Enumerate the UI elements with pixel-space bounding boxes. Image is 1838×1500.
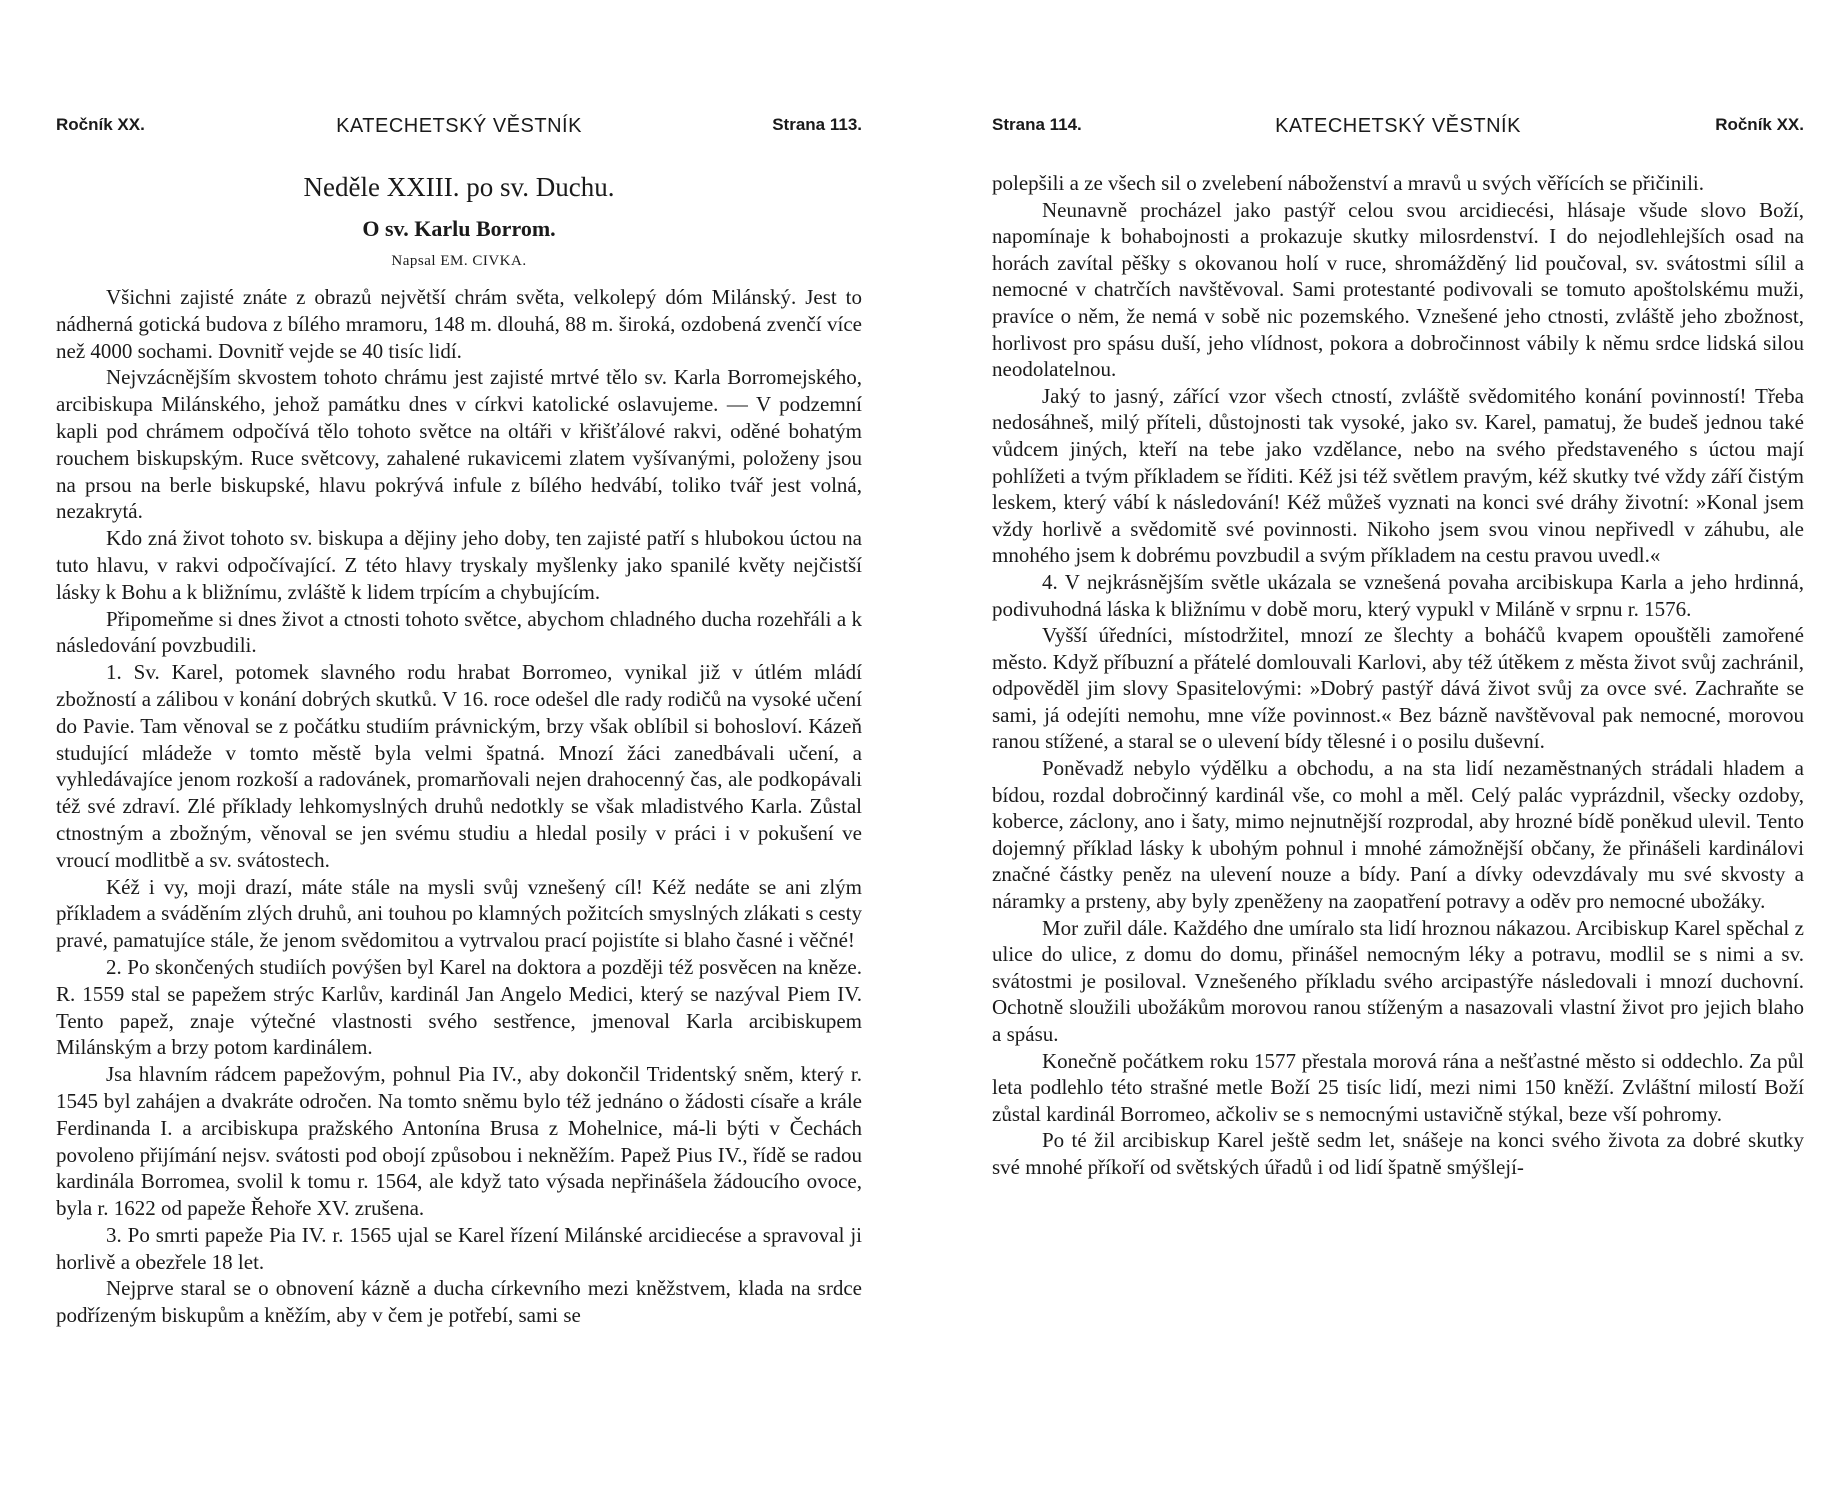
paragraph: 4. V nejkrásnějším světle ukázala se vznešená povaha arcibiskupa Karla a jeho hrdinná, podivuhodná láska k bližnímu v době moru, který vypukl v Miláně v srpnu r. 1576. (992, 569, 1804, 621)
left-page (0, 0, 870, 1500)
paragraph: Konečně počátkem roku 1577 přestala morová rána a nešťastné město si oddechlo. Za půl leta podlehlo této strašné metle Boží 25 tisíc lidí, mezi nimi 150 kněží. Zvláštní milostí Boží zůstal kardinál Borromeo, ačkoliv se s nemocnými ustavičně stýkal, beze vší pohromy. (992, 1048, 1804, 1126)
paragraph: Neunavně procházel jako pastýř celou svou arcidiecési, hlásaje všude slovo Boží, napomínaje k bohabojnosti a prokazuje skutky milosrdenství. I do nejodlehlejších osad na horách zavítal pěšky s okovanou holí v ruce, shromážděný lid poučoval, sv. svátostmi sílil a nemocné v chatrčích navštěvoval. Sami protestanté podivovali se tomuto apoštolskému muži, pravíce o něm, že nemá v sobě nic pozemského. Vznešené jeho ctnosti, zvláště jeho zbožnost, horlivost pro spásu duší, jeho vlídnost, pokora a dobročinnost vábily k němu srdce lidská silou neodolatelnou. (992, 197, 1804, 382)
paragraph: Po té žil arcibiskup Karel ještě sedm let, snášeje na konci svého života za dobré skutky své mnohé příkoří od světských úřadů i od lidí špatně smýšlejí- (992, 1128, 1804, 1179)
article-subtitle: O sv. Karlu Borrom. (362, 216, 556, 241)
volume-label: Ročník XX. (1715, 115, 1804, 134)
paragraph: 1. Sv. Karel, potomek slavného rodu hrabat Borromeo, vynikal již v útlém mládí zbožností a zálibou v konání dobrých skutků. V 16. roce odešel dle rady rodičů na vysoké učení do Pavie. Tam věnoval se z počátku studiím právnickým, brzy však oblíbil si bohosloví. Kázeň studující mládeže v tomto městě byla velmi špatná. Mnozí žáci zanedbávali učení, a vyhledávajíce jenom rozkoší a radovánek, promarňovali nejen drahocenný čas, ale podkopávali též své zdraví. Zlé příklady lehkomyslných druhů nedotkly se však mladistvého Karla. Zůstal ctnostným a zbožným, věnoval se jen svému studiu a hledal posily v práci i v pokušení ve vroucí modlitbě a sv. svátostech. (56, 660, 862, 872)
paragraph: Jaký to jasný, zářící vzor všech ctností, zvláště svědomitého konání povinností! Třeba nedosáhneš, milý příteli, důstojnosti tak vysoké, jako sv. Karel, pamatuj, že budeš jednou také vůdcem jiných, kteří na tebe jako vzdělance, nebo na svého představeného s úctou mají pohlížeti a tvým příkladem se říditi. Kéž jsi též světlem pravým, kéž skutky tvé vždy září čistým leskem, který vábí k následování! Kéž můžeš vyznati na konci své dráhy životní: »Konal jsem vždy horlivě a svědomitě své povinnosti. Nikoho jsem svou vinou nepřivedl v záhubu, ale mnohého jsem k dobrému povzbudil a svým příkladem na cestu pravou uvedl.« (992, 383, 1804, 568)
page-number: Strana 114. (992, 115, 1082, 134)
article-byline: Napsal EM. CIVKA. (391, 253, 527, 269)
article-title: Neděle XXIII. po sv. Duchu. (303, 172, 615, 202)
journal-title: KATECHETSKÝ VĚSTNÍK (336, 115, 582, 137)
paragraph: Kdo zná život tohoto sv. biskupa a dějiny jeho doby, ten zajisté patří s hlubokou úctou na tuto hlavu, v rakvi odpočívající. Z této hlavy tryskaly myšlenky jako spanilé květy nejčistší lásky k Bohu a k bližnímu, zvláště k lidem trpícím a chybujícím. (56, 526, 862, 604)
journal-title: KATECHETSKÝ VĚSTNÍK (1275, 115, 1521, 137)
paragraph: Poněvadž nebylo výdělku a obchodu, a na sta lidí nezaměstnaných strádali hladem a bídou, rozdal dobročinný kardinál vše, co mohl a měl. Celý palác vyprázdnil, všecky ozdoby, koberce, záclony, ano i šaty, mimo nejnutnější rozprodal, aby hrozné bídě poněkud ulevil. Tento dojemný příklad lásky k ubohým pohnul i mnohé zámožnější občany, že přinášeli kardinálovi značné částky peněz na ulevení nouze a bídy. Paní a dívky odevzdávaly mu své skvosty a náramky a prsteny, aby byly zpeněženy na zaopatření potravy a oděv pro nemocné ubožáky. (992, 756, 1804, 914)
paragraph: 3. Po smrti papeže Pia IV. r. 1565 ujal se Karel řízení Milánské arcidiecése a spravoval ji horlivě a obezřele 18 let. (56, 1222, 862, 1274)
paragraph: Připomeňme si dnes život a ctnosti tohoto světce, abychom chladného ducha rozehřáli a k následování povzbudili. (56, 606, 862, 658)
paragraph: Mor zuřil dále. Každého dne umíralo sta lidí hroznou nákazou. Arcibiskup Karel spěchal z ulice do ulice, z domu do domu, přinášel nemocným léky a potravu, modlil se s nimi a sv. svátostmi je posiloval. Vznešeného příkladu svého arcipastýře následovali i mnozí duchovní. Ochotně sloužili ubožákům morovou ranou stíženým a nasazovali vlastní život pro jejich blaho a spásu. (992, 915, 1804, 1046)
left-page-body (56, 170, 862, 1329)
paragraph: Všichni zajisté znáte z obrazů největší chrám světa, velkolepý dóm Milánský. Jest to nádherná gotická budova z bílého mramoru, 148 m. dlouhá, 88 m. široká, ozdobená zvenčí více než 4000 sochami. Dovnitř vejde se 40 tisíc lidí. (56, 285, 862, 363)
paragraph: Jsa hlavním rádcem papežovým, pohnul Pia IV., aby dokončil Tridentský sněm, který r. 1545 byl zahájen a dvakráte odročen. Na tomto sněmu bylo též jednáno o žádosti císaře a krále Ferdinanda I. a arcibiskupa pražského Antonína Brusa z Mohelnice, má-li býti v Čechách povoleno přijímání nejsv. svátosti pod obojí způsobou i nekněžím. Papež Pius IV., řídě se radou kardinála Borromea, svolil k tomu r. 1564, ale když tato výsada nepřinášela žádoucího ovoce, byla r. 1622 od papeže Řehoře XV. zrušena. (56, 1062, 862, 1221)
page-number: Strana 113. (772, 115, 862, 134)
running-header-left (56, 115, 862, 155)
running-header-right (992, 115, 1804, 155)
paragraph: Nejvzácnějším skvostem tohoto chrámu jest zajisté mrtvé tělo sv. Karla Borromejského, arcibiskupa Milánského, jehož památku dnes v církvi katolické oslavujeme. — V podzemní kapli pod chrámem odpočívá tělo tohoto světce na oltáři v křišťálové rakvi, oděné bohatým rouchem biskupským. Ruce světcovy, zahalené rukavicemi zlatem vyšívanými, položeny jsou na prsou na berle biskupské, hlavu pokrývá infule z bílého hedvábí, toliko tvář jest volná, nezakrytá. (56, 365, 862, 524)
paragraph: Vyšší úředníci, místodržitel, mnozí ze šlechty a boháčů kvapem opouštěli zamořené město. Když příbuzní a přátelé domlouvali Karlovi, aby též útěkem z města život svůj zachránil, odpověděl jim slovy Spasitelovými: »Dobrý pastýř dává život svůj za ovce své. Zachraňte se sami, já odejíti nemohu, mne víže povinnost.« Bez bázně navštěvoval pak nemocné, morovou ranou stížené, a staral se o ulevení bídy tělesné i o posilu duševní. (992, 623, 1804, 754)
paragraph: 2. Po skončených studiích povýšen byl Karel na doktora a později též posvěcen na kněze. R. 1559 stal se papežem strýc Karlův, kardinál Jan Angelo Medici, který se nazýval Piem IV. Tento papež, znaje výtečné vlastnosti svého sestřence, jmenoval Karla arcibiskupem Milánským a brzy potom kardinálem. (56, 954, 862, 1060)
right-page (968, 0, 1838, 1500)
paragraph-continued: polepšili a ze všech sil o zvelebení náboženství a mravů u svých věřících se přičinili. (992, 171, 1705, 195)
volume-label: Ročník XX. (56, 115, 145, 134)
paragraph: Nejprve staral se o obnovení kázně a ducha církevního mezi kněžstvem, klada na srdce podřízeným biskupům a kněžím, aby v čem je potřebí, sami se (56, 1276, 862, 1328)
paragraph: Kéž i vy, moji drazí, máte stále na mysli svůj vznešený cíl! Kéž nedáte se ani zlým příkladem a sváděním zlých druhů, ani touhou po klamných požitcích smyslných zlákati s cesty pravé, pamatujíce stále, že jenom svědomitou a vytrvalou prací pojistíte si blaho časné i věčné! (56, 874, 862, 953)
right-page-body (992, 170, 1804, 1181)
